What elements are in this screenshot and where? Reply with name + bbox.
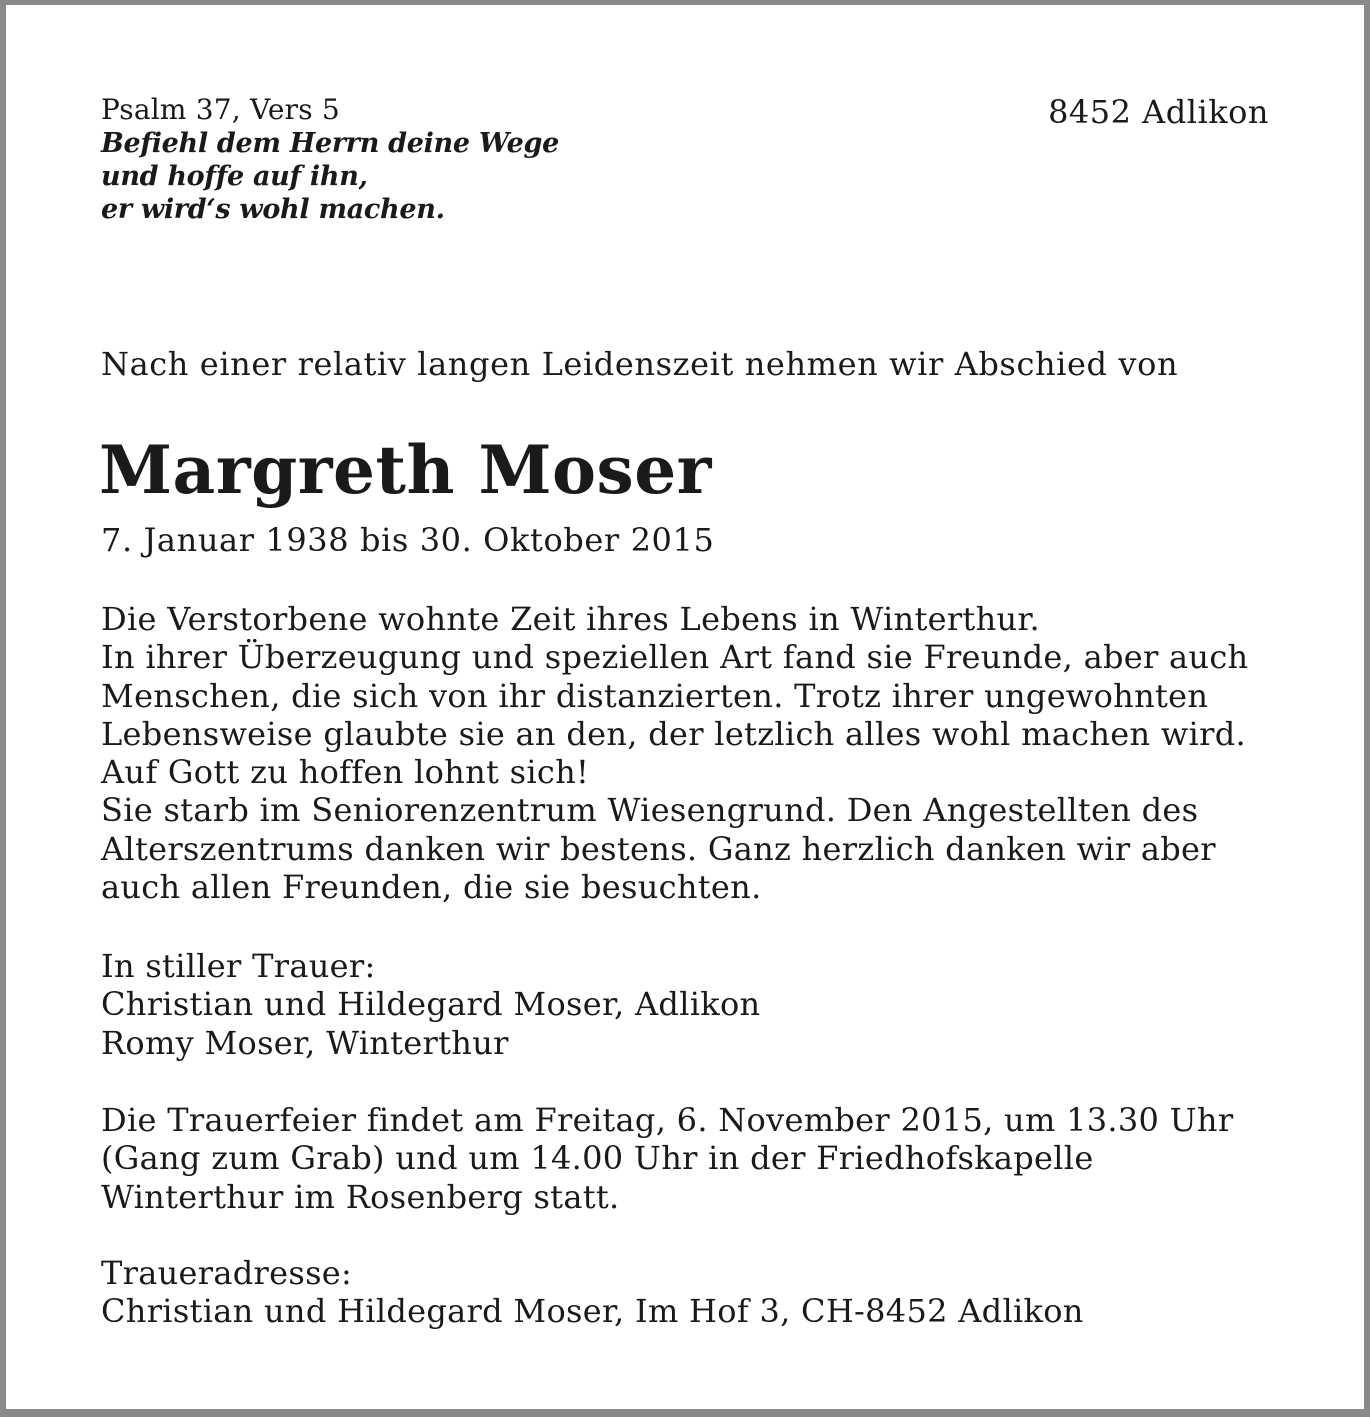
life-dates: 7. Januar 1938 bis 30. Oktober 2015 (101, 521, 715, 559)
psalm-verse-line: und hoffe auf ihn, (101, 161, 368, 192)
psalm-quote (101, 93, 559, 226)
mourning-address (101, 1254, 1084, 1331)
psalm-verse-line: Befiehl dem Herrn deine Wege (101, 128, 560, 159)
body-line: auch allen Freunden, die sie besuchten. (101, 868, 762, 907)
psalm-reference: Psalm 37, Vers 5 (101, 93, 340, 126)
address-line: Christian und Hildegard Moser, Im Hof 3, CH-8452 Adlikon (101, 1292, 1084, 1331)
deceased-name: Margreth Moser (99, 431, 712, 509)
psalm-verse-line: er wird‘s wohl machen. (101, 194, 445, 225)
body-line: Auf Gott zu hoffen lohnt sich! (101, 753, 590, 792)
body-line: Sie starb im Seniorenzentrum Wiesengrund. Den Angestellten des (101, 791, 1199, 830)
body-line: Alterszentrums danken wir bestens. Ganz herzlich danken wir aber (101, 829, 1216, 868)
body-line: Die Verstorbene wohnte Zeit ihres Lebens in Winterthur. (101, 600, 1040, 638)
ceremony-info (101, 1101, 1233, 1216)
ceremony-line: Die Trauerfeier findet am Freitag, 6. November 2015, um 13.30 Uhr (101, 1101, 1234, 1139)
intro-text: Nach einer relativ langen Leidenszeit nehmen wir Abschied von (101, 345, 1179, 383)
address-heading: Traueradresse: (101, 1254, 353, 1292)
ceremony-line: (Gang zum Grab) und um 14.00 Uhr in der Friedhofskapelle (101, 1139, 1094, 1178)
mourner-name: Romy Moser, Winterthur (101, 1023, 509, 1062)
body-line: Menschen, die sich von ihr distanzierten. Trotz ihrer ungewohnten (101, 676, 1209, 715)
body-line: Lebensweise glaubte sie an den, der letzlich alles wohl machen wird. (101, 714, 1246, 753)
mourner-name: Christian und Hildegard Moser, Adlikon (101, 985, 761, 1024)
mourners-heading: In stiller Trauer: (101, 947, 376, 985)
place-of-notice: 8452 Adlikon (1048, 93, 1269, 131)
body-line: In ihrer Überzeugung und speziellen Art fand sie Freunde, aber auch (101, 638, 1249, 677)
mourners-section (101, 947, 760, 1062)
obituary-body (101, 600, 1248, 906)
ceremony-line: Winterthur im Rosenberg statt. (101, 1177, 620, 1216)
